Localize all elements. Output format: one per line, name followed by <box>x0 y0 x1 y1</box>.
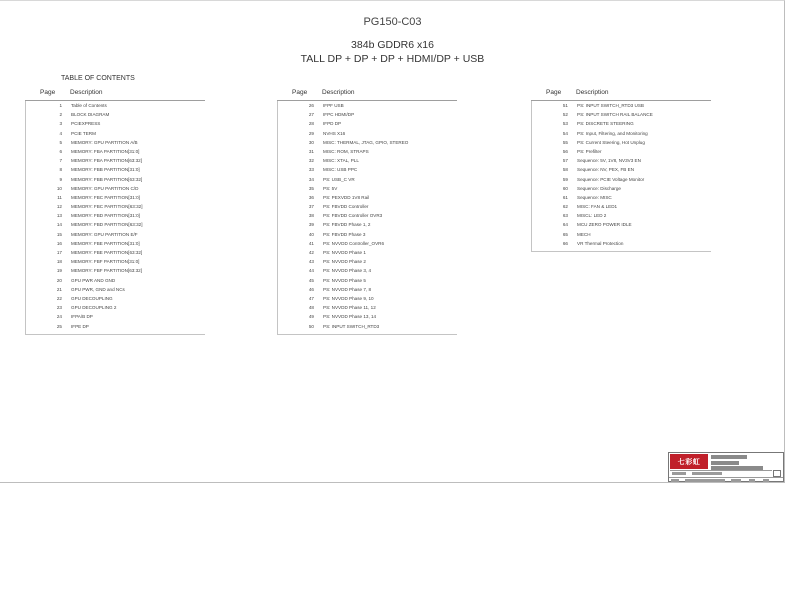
toc-description: MEMORY: FBB PARTITION[63:32] <box>71 176 143 182</box>
toc-page-number: 7 <box>59 158 62 164</box>
toc-description: PS: INPUT SWITCH_RTD3 USB <box>577 103 644 108</box>
toc-page-number: 60 <box>562 185 568 191</box>
header-page: Page <box>40 89 56 96</box>
toc-page-number: 55 <box>562 139 568 145</box>
toc-description: PS: NVVDD Phase 9, 10 <box>323 295 374 301</box>
toc-description: PS: Prefilter <box>577 148 602 154</box>
toc-page-number: 8 <box>59 167 62 173</box>
toc-row <box>278 249 457 258</box>
toc-column-3 <box>531 87 711 252</box>
toc-rows <box>531 101 711 252</box>
title-block-rev-box <box>773 470 781 477</box>
toc-description: PS: FBVDD Phase 1, 2 <box>323 222 371 228</box>
toc-page-number: 39 <box>308 222 314 228</box>
toc-page-number: 51 <box>562 103 568 108</box>
toc-column-2 <box>277 87 457 335</box>
toc-page-number: 48 <box>308 305 314 311</box>
toc-row <box>278 295 457 304</box>
header-page: Page <box>546 89 562 96</box>
toc-row <box>278 157 457 166</box>
toc-description: PS: NVVDD Phase 3, 4 <box>323 268 372 274</box>
toc-page-number: 62 <box>562 204 568 210</box>
toc-row <box>26 231 205 240</box>
toc-page-number: 14 <box>56 222 62 228</box>
toc-description: MISC: USB PPC <box>323 167 358 173</box>
toc-page-number: 46 <box>308 286 314 292</box>
toc-description: PS: FBVDD Controller OVR3 <box>323 213 383 219</box>
toc-row <box>26 203 205 212</box>
toc-description: Sequence: Discharge <box>577 185 621 191</box>
toc-page-number: 3 <box>59 121 62 127</box>
toc-page-number: 30 <box>308 139 314 145</box>
toc-column-header <box>25 87 205 101</box>
toc-page-number: 13 <box>56 213 62 219</box>
toc-row <box>278 139 457 148</box>
toc-row <box>26 176 205 185</box>
toc-description: PS: Current Steering, Hot Unplug <box>577 139 645 145</box>
toc-page-number: 5 <box>59 139 62 145</box>
toc-description: MEMORY: FBE PARTITION[31:0] <box>71 240 140 246</box>
toc-description: MEMORY: FBA PARTITION[31:0] <box>71 148 140 154</box>
toc-description: MEMORY: FBD PARTITION[31:0] <box>71 213 140 219</box>
toc-page-number: 28 <box>308 121 314 127</box>
toc-description: IFPA/B DP <box>71 314 93 320</box>
toc-column-header <box>277 87 457 101</box>
toc-row <box>26 102 205 111</box>
toc-page-number: 35 <box>308 185 314 191</box>
header-description: Description <box>576 89 609 96</box>
toc-row <box>26 148 205 157</box>
toc-description: MISC: ROM, STRAPS <box>323 148 369 154</box>
toc-row <box>278 304 457 313</box>
toc-description: MISC: FAN & LED1 <box>577 204 618 210</box>
document-subtitle-outputs: TALL DP + DP + DP + HDMI/DP + USB <box>300 53 485 65</box>
toc-description: PS: INPUT SWITCH RAIL BALANCE <box>577 112 653 118</box>
toc-row <box>532 120 711 129</box>
toc-page-number: 32 <box>308 158 314 164</box>
toc-description: PS: NVVDD Phase 5 <box>323 277 366 283</box>
toc-row <box>532 185 711 194</box>
toc-rows <box>25 101 205 335</box>
toc-page-number: 1 <box>59 103 62 108</box>
toc-row <box>278 277 457 286</box>
toc-description: GPU PWR AND GND <box>71 277 116 283</box>
toc-description: VR Thermal Protection <box>577 240 624 246</box>
toc-page-number: 64 <box>562 222 568 228</box>
toc-description: MEMORY: GPU PARTITION C/D <box>71 185 139 191</box>
title-block-row <box>670 470 772 476</box>
toc-row <box>532 111 711 120</box>
toc-description: MCU ZERO POWER IDLE <box>577 222 632 228</box>
toc-page-number: 26 <box>308 103 314 108</box>
toc-row <box>278 323 457 332</box>
toc-row <box>26 295 205 304</box>
toc-description: MEMORY: FBA PARTITION[63:32] <box>71 158 142 164</box>
toc-page-number: 66 <box>562 240 568 246</box>
toc-page-number: 4 <box>59 130 62 136</box>
toc-row <box>278 267 457 276</box>
toc-page-number: 61 <box>562 194 568 200</box>
toc-page-number: 49 <box>308 314 314 320</box>
toc-page-number: 2 <box>59 112 62 118</box>
toc-row <box>26 267 205 276</box>
toc-page-number: 21 <box>56 286 62 292</box>
title-block-footer-row <box>669 477 783 482</box>
toc-description: NVHS X16 <box>323 130 346 136</box>
document-subtitle-memory: 384b GDDR6 x16 <box>351 39 434 51</box>
toc-row <box>532 221 711 230</box>
toc-description: MEMORY: FBC PARTITION[31:0] <box>71 194 140 200</box>
toc-row <box>26 240 205 249</box>
toc-row <box>26 120 205 129</box>
toc-page-number: 25 <box>56 323 62 329</box>
title-block <box>668 452 784 482</box>
toc-description: BLOCK DIAGRAM <box>71 112 110 118</box>
toc-page-number: 11 <box>57 194 62 200</box>
toc-row <box>278 231 457 240</box>
toc-row <box>26 212 205 221</box>
toc-description: PS: USB_C VR <box>323 176 355 182</box>
toc-row <box>26 157 205 166</box>
toc-page-number: 33 <box>308 167 314 173</box>
toc-page-number: 37 <box>308 204 314 210</box>
toc-description: IFPE DP <box>71 323 89 329</box>
toc-page-number: 10 <box>56 185 62 191</box>
toc-page-number: 29 <box>308 130 314 136</box>
toc-page-number: 18 <box>56 259 62 265</box>
toc-description: PS: INPUT SWITCH_RTD3 <box>323 323 380 329</box>
toc-row <box>532 148 711 157</box>
toc-row <box>26 185 205 194</box>
toc-row <box>26 304 205 313</box>
toc-row <box>278 203 457 212</box>
toc-row <box>26 323 205 332</box>
toc-row <box>532 231 711 240</box>
toc-row <box>278 120 457 129</box>
toc-description: PS: NVVDD Phase 7, 8 <box>323 286 372 292</box>
toc-description: MEMORY: FBC PARTITION[63:32] <box>71 204 143 210</box>
toc-row <box>26 166 205 175</box>
toc-page-number: 63 <box>562 213 568 219</box>
toc-description: MEMORY: FBB PARTITION[31:0] <box>71 167 140 173</box>
toc-description: PS: DISCRETE STEERING <box>577 121 634 127</box>
toc-page-number: 19 <box>56 268 62 274</box>
toc-page-number: 24 <box>56 314 62 320</box>
toc-page-number: 65 <box>562 231 568 237</box>
toc-row <box>532 240 711 249</box>
toc-row <box>532 176 711 185</box>
toc-page-number: 23 <box>56 305 62 311</box>
toc-description: MEMORY: FBE PARTITION[63:32] <box>71 250 143 255</box>
toc-row <box>26 258 205 267</box>
toc-description: MEMORY: GPU PARTITION E/F <box>71 231 138 237</box>
toc-description: PS: NVVDD Phase 2 <box>323 259 366 265</box>
toc-description: PS: NVVDD Phase 11, 12 <box>323 305 376 311</box>
toc-row <box>26 111 205 120</box>
toc-page-number: 56 <box>562 148 568 154</box>
toc-description: PS: PEXVDD 1V8 Rail <box>323 194 370 200</box>
company-logo-text: 七彩虹 <box>677 458 701 466</box>
toc-description: PS: FBVDD Phase 3 <box>323 231 366 237</box>
toc-page-number: 42 <box>308 250 314 255</box>
toc-description: Sequence: NV, PEX, FB EN <box>577 167 635 173</box>
toc-row <box>532 194 711 203</box>
toc-page-number: 40 <box>308 231 314 237</box>
toc-description: IFPC HDMI/DP <box>323 112 355 118</box>
toc-row <box>278 286 457 295</box>
toc-description: GPU PWR, GND and NCs <box>71 286 125 292</box>
toc-description: GPU DECOUPLING 2 <box>71 305 117 311</box>
toc-row <box>278 313 457 322</box>
toc-row <box>26 249 205 258</box>
document-title: PG150-C03 <box>363 16 422 28</box>
toc-description: MISCL: LED 2 <box>577 213 607 219</box>
toc-page-number: 47 <box>308 295 314 301</box>
toc-page-number: 22 <box>56 295 62 301</box>
toc-description: PS: NVVDD Phase 13, 14 <box>323 314 377 320</box>
toc-description: Sequence: PCIE Voltage Monitor <box>577 176 645 182</box>
toc-description: MECH <box>577 231 591 237</box>
toc-row <box>278 194 457 203</box>
toc-row <box>26 221 205 230</box>
toc-row <box>278 176 457 185</box>
toc-page-number: 31 <box>308 148 314 154</box>
toc-description: Sequence: 5V, 1V8, NV3V3 EN <box>577 158 641 164</box>
toc-description: GPU DECOUPLING <box>71 295 113 301</box>
toc-row <box>278 240 457 249</box>
header-description: Description <box>70 89 103 96</box>
toc-row <box>532 130 711 139</box>
toc-page-number: 50 <box>308 323 314 329</box>
toc-row <box>532 166 711 175</box>
toc-page-number: 52 <box>562 112 568 118</box>
toc-page-number: 17 <box>56 250 62 255</box>
toc-page-number: 6 <box>59 148 62 154</box>
toc-page-number: 12 <box>56 204 62 210</box>
toc-description: PS: NVVDD Phase 1 <box>323 250 366 255</box>
toc-row <box>26 194 205 203</box>
toc-row <box>532 157 711 166</box>
toc-row <box>278 111 457 120</box>
toc-description: Table of Contents <box>71 103 107 108</box>
toc-row <box>278 166 457 175</box>
header-description: Description <box>322 89 355 96</box>
toc-column-header <box>531 87 711 101</box>
toc-description: IFPD DP <box>323 121 342 127</box>
toc-page-number: 41 <box>308 240 314 246</box>
toc-page-number: 15 <box>56 231 62 237</box>
toc-description: PCIEXPRESS <box>71 121 101 127</box>
toc-row <box>532 139 711 148</box>
toc-description: MEMORY: FBF PARTITION[63:32] <box>71 268 142 274</box>
toc-page-number: 27 <box>308 112 314 118</box>
toc-description: MISC: THERMAL, JTAG, GPIO, STEREO <box>323 139 409 145</box>
toc-description: IFPF USB <box>323 103 344 108</box>
toc-row <box>532 203 711 212</box>
toc-row <box>532 102 711 111</box>
company-logo <box>670 454 708 469</box>
toc-rows <box>277 101 457 335</box>
toc-row <box>278 212 457 221</box>
toc-page-number: 9 <box>59 176 62 182</box>
toc-row <box>278 148 457 157</box>
toc-row <box>26 139 205 148</box>
toc-page-number: 36 <box>308 194 314 200</box>
toc-page-number: 34 <box>308 176 314 182</box>
toc-page-number: 57 <box>562 158 568 164</box>
toc-page-number: 38 <box>308 213 314 219</box>
toc-page-number: 53 <box>562 121 568 127</box>
toc-row <box>26 130 205 139</box>
toc-row <box>278 102 457 111</box>
toc-row <box>278 221 457 230</box>
toc-description: MISC: XTAL, PLL <box>323 158 359 164</box>
toc-row <box>278 130 457 139</box>
toc-description: MEMORY: FBF PARTITION[31:0] <box>71 259 140 265</box>
toc-description: PS: Input, Filtering, and Monitoring <box>577 130 648 136</box>
toc-row <box>26 313 205 322</box>
toc-description: Sequence: MISC <box>577 194 612 200</box>
toc-page-number: 20 <box>56 277 62 283</box>
toc-description: MEMORY: FBD PARTITION[63:32] <box>71 222 143 228</box>
toc-page-number: 58 <box>562 167 568 173</box>
toc-page-number: 16 <box>56 240 62 246</box>
toc-page-number: 44 <box>308 268 314 274</box>
toc-description: PCIE TERM <box>71 130 96 136</box>
toc-page-number: 45 <box>308 277 314 283</box>
toc-row <box>532 212 711 221</box>
toc-row <box>26 286 205 295</box>
header-page: Page <box>292 89 308 96</box>
toc-heading: TABLE OF CONTENTS <box>61 75 135 82</box>
toc-row <box>278 258 457 267</box>
toc-description: PS: 5V <box>323 185 338 191</box>
toc-row <box>278 185 457 194</box>
toc-page-number: 59 <box>562 176 568 182</box>
toc-description: PS: FBVDD Controller <box>323 204 369 210</box>
toc-description: PS: NVVDD Controller_OVR6 <box>323 240 385 246</box>
toc-page-number: 43 <box>308 259 314 265</box>
toc-column-1 <box>25 87 205 335</box>
toc-description: MEMORY: GPU PARTITION A/B <box>71 139 138 145</box>
toc-page-number: 54 <box>562 130 568 136</box>
toc-row <box>26 277 205 286</box>
